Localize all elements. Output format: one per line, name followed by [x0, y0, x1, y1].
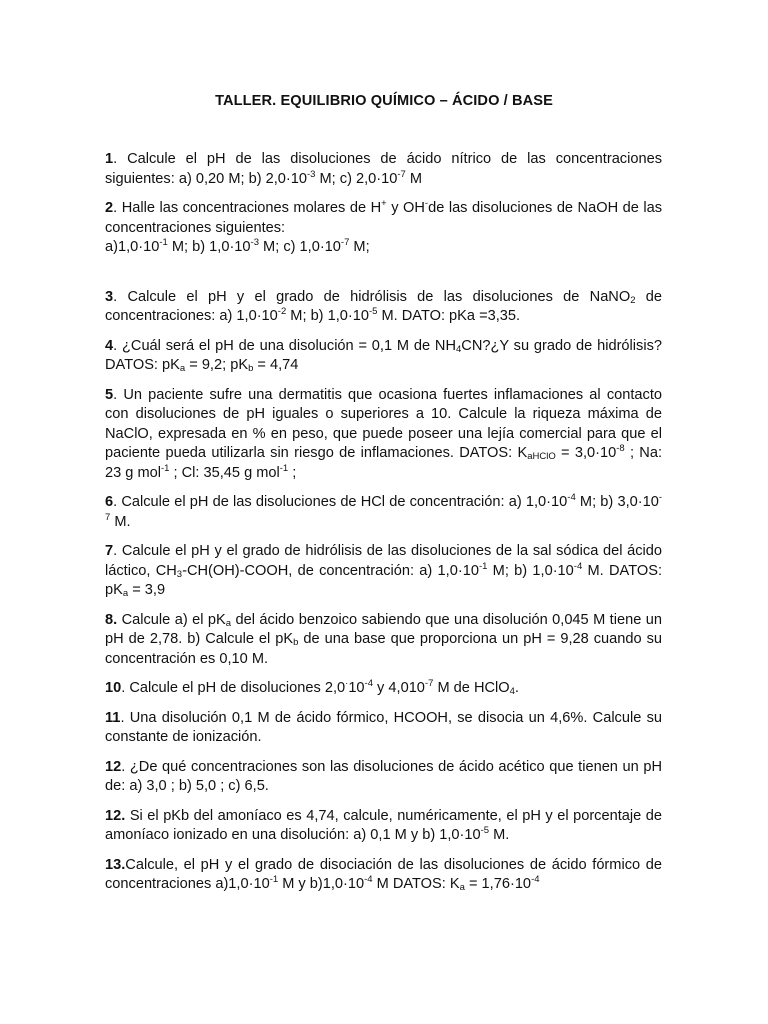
exercise-8: 8. Calcule a) el $pK_a$ del ácido benzoico sabiendo que una disolución 0,045 M tiene un pH de 2,78. b) Calcule el $pK_b$ de una base que proporciona un pH = 9,28 cuando su concentración es 0,10 M. — [105, 611, 663, 667]
exercise-number: 8. — [105, 611, 118, 628]
exercise-number: 13. — [105, 856, 126, 873]
exercise-number: 11 — [105, 709, 121, 726]
exercise-number: 12 — [105, 758, 122, 775]
exercise-12-ammonia: 12. Si el pKb del amoníaco es 4,74, calcule, numéricamente, el pH y el porcentaje de amoníaco ionizado en una disolución: a) 0,1 M y b) $1,0\cdot 10^{-5}$ M. — [105, 807, 662, 843]
exercise-number: 6 — [105, 494, 114, 510]
exercise-4: 4. ¿Cuál será el pH de una disolución = 0,1 M de $NH_4CN?¿Y$ su grado de hidrólisis? DATOS: $pK_a = 9,2$; $pK_b = 4,74$ — [105, 337, 662, 374]
exercise-number: 4 — [105, 337, 114, 354]
exercise-10: 10. Calcule el pH de disoluciones $2,0^\cdot 10^{-4}$ y $4,010^{-7}$ M de HClO$_4$. — [105, 678, 519, 697]
exercise-11: 11. Una disolución 0,1 M de ácido fórmico, HCOOH, se disocia un 4,6%. Calcule su constante de ionización. — [105, 709, 662, 745]
exercise-number: 1 — [105, 151, 114, 167]
exercise-number: 5 — [105, 386, 114, 403]
exercise-1: 1. Calcule el pH de las disoluciones de ácido nítrico de las concentraciones siguientes: a) 0,20 M; b) $2,0\cdot 10^{-3}$ M; c) $2,0\cdot 10^{-7}$ M — [105, 151, 662, 187]
exercise-6: 6. Calcule el pH de las disoluciones de HCl de concentración: a) $1,0\cdot 10^{-4}$ M; b) $3,0\cdot 10^{-7}$ M. — [105, 492, 663, 530]
exercise-number: 3 — [105, 288, 114, 305]
exercise-13: 13.Calcule, el pH y el grado de disociación de las disoluciones de ácido fórmico de concentraciones $a)1,0\cdot 10^{-1}$ M y $b)1,0\cdot 10^{-4}$ M DATOS: $K_a = 1,76\cdot 10^{-4}$ — [105, 856, 662, 893]
exercise-2: 2. Halle las concentraciones molares de H+ y OH-de las disoluciones de NaOH de las concentraciones siguientes: $a)1,0\cdot 10^{-1}$ M; b) $1,0\cdot 10^{-3}$ M; c) $1,0\cdot 10^{-7}$ M; — [105, 198, 663, 255]
exercise-5: 5. Un paciente sufre una dermatitis que ocasiona fuertes inflamaciones al contacto con disoluciones de pH iguales o superiores a 10. Calcule la riqueza máxima de NaClO, expresada en % en peso, que puede poseer una lejía comercial para que el paciente pueda utilizarla sin riesgo de inflamaciones. DATOS: $K_{aHClO} = 3,0\cdot 10^{-8}$ ; Na: 23 g mol$^{-1}$ ; Cl: 35,45 g mol$^{-1}$ ; — [105, 386, 663, 481]
exercise-3: 3. Calcule el pH y el grado de hidrólisis de las disoluciones de NaNO$_2$ de concentraciones: a) $1,0\cdot 10^{-2}$ M; b) $1,0\cdot 10^{-5}$ M. DATO: pKa =3,35. — [105, 288, 662, 324]
exercise-7: 7. Calcule el pH y el grado de hidrólisis de las disoluciones de la sal sódica del ácido láctico, $CH_3-CH(OH)$-COOH, de concentración: a) $1,0\cdot 10^{-1}$ M; b) $1,0\cdot 10^{-4}$ M. DATOS: $pK_a = 3,9$ — [105, 543, 662, 599]
exercise-list — [105, 150, 662, 905]
exercise-12: 12. ¿De qué concentraciones son las disoluciones de ácido acético que tienen un pH de: a) 3,0 ; b) 5,0 ; c) 6,5. — [105, 758, 662, 794]
exercise-number: 10 — [105, 680, 122, 696]
exercise-number: 12. — [105, 807, 126, 824]
exercise-number: 7 — [105, 543, 114, 559]
exercise-number: 2 — [105, 200, 114, 216]
page-title: TALLER. EQUILIBRIO QUÍMICO – ÁCIDO / BASE — [215, 93, 553, 109]
